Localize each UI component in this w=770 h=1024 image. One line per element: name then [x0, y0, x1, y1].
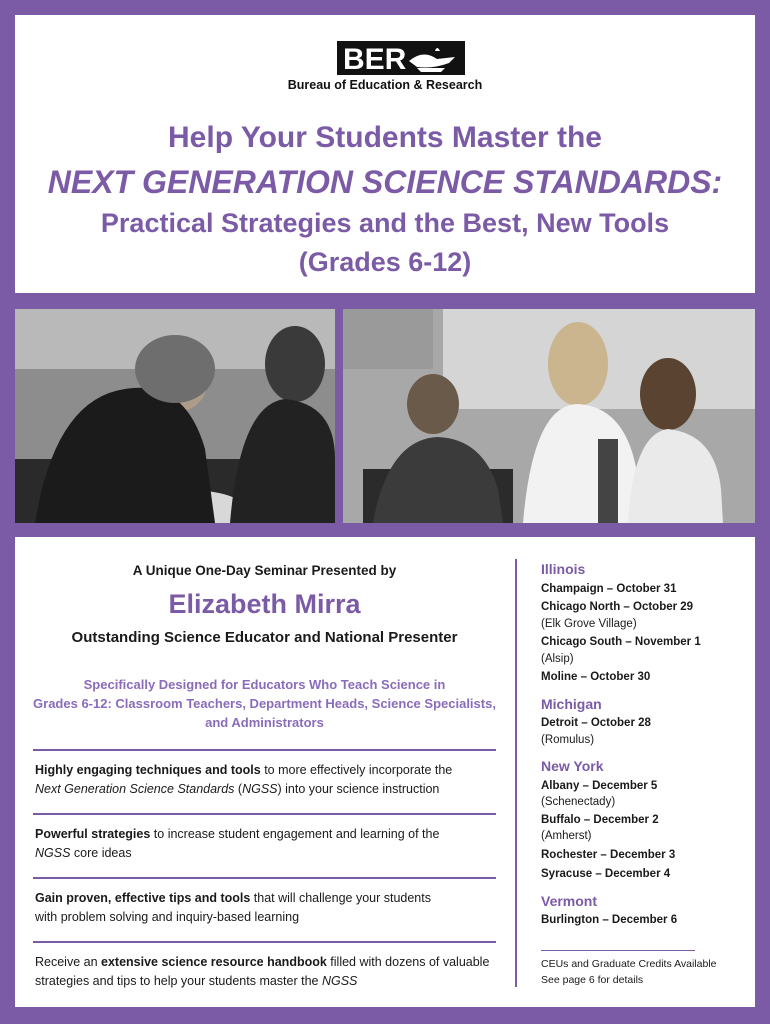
- location-date: Buffalo – December 2: [541, 814, 659, 826]
- state-heading-illinois: Illinois: [541, 561, 586, 577]
- state-heading-vermont: Vermont: [541, 893, 598, 909]
- benefit-text: to more effectively incorporate the: [260, 763, 453, 777]
- photo-strip: [15, 309, 755, 523]
- benefit-text: core ideas: [70, 846, 132, 860]
- benefit-item: [35, 889, 495, 927]
- location-date: Moline – October 30: [541, 671, 651, 683]
- students-photo-right: [343, 309, 755, 523]
- benefit-bold: Gain proven, effective tips and tools: [35, 891, 251, 905]
- benefit-italic: NGSS: [35, 846, 71, 860]
- location-date: Champaign – October 31: [541, 583, 677, 595]
- location-date: Rochester – December 3: [541, 849, 676, 861]
- location-venue: (Elk Grove Village): [541, 618, 637, 630]
- audience-line-1: Specifically Designed for Educators Who Teach Science in: [83, 677, 446, 692]
- divider: [33, 749, 496, 751]
- ber-lamp-logo: [337, 41, 465, 75]
- location-date: Chicago South – November 1: [541, 636, 701, 648]
- location-date: Albany – December 5: [541, 780, 658, 792]
- header-panel: [15, 15, 755, 293]
- divider: [33, 877, 496, 879]
- presenter-title: Outstanding Science Educator and National Presenter: [71, 629, 458, 646]
- benefit-item: [35, 761, 495, 799]
- location-date: Syracuse – December 4: [541, 868, 671, 880]
- divider: [33, 813, 496, 815]
- benefit-text: Receive an: [35, 955, 102, 969]
- presented-by: A Unique One-Day Seminar Presented by: [132, 563, 397, 578]
- details-panel: [15, 537, 755, 1007]
- credits-note: CEUs and Graduate Credits Available: [541, 958, 717, 970]
- location-venue: (Amherst): [541, 830, 592, 842]
- benefit-text: ) into your science instruction: [277, 782, 440, 796]
- location-venue: (Schenectady): [541, 796, 616, 808]
- audience-line-2: Grades 6-12: Classroom Teachers, Department Heads, Science Specialists,: [33, 696, 496, 711]
- benefit-bold: Highly engaging techniques and tools: [35, 763, 261, 777]
- divider: [33, 941, 496, 943]
- benefit-text: filled with dozens of valuable: [326, 955, 490, 969]
- students-photo-left: [15, 309, 335, 523]
- state-heading-new-york: New York: [541, 758, 604, 774]
- benefit-bold: Powerful strategies: [35, 827, 151, 841]
- benefit-text: to increase student engagement and learning of the: [150, 827, 440, 841]
- title-line-2: NEXT GENERATION SCIENCE STANDARDS:: [47, 164, 723, 200]
- location-date: Chicago North – October 29: [541, 601, 694, 613]
- organization-name: Bureau of Education & Research: [287, 78, 483, 92]
- benefit-text: strategies and tips to help your students master the: [35, 974, 322, 988]
- title-line-1: Help Your Students Master the: [168, 121, 602, 154]
- benefit-italic: NGSS: [242, 782, 278, 796]
- benefit-text: that will challenge your students: [250, 891, 431, 905]
- audience-line-3: and Administrators: [205, 715, 324, 730]
- benefit-text: (: [234, 782, 243, 796]
- location-venue: (Alsip): [541, 653, 574, 665]
- column-divider: [515, 559, 517, 987]
- logo-mark: BER: [343, 43, 407, 75]
- location-date: Burlington – December 6: [541, 914, 678, 926]
- state-heading-michigan: Michigan: [541, 696, 602, 712]
- benefit-italic: Next Generation Science Standards: [35, 782, 235, 796]
- title-line-4: (Grades 6-12): [298, 247, 472, 277]
- presenter-name: Elizabeth Mirra: [168, 589, 361, 619]
- location-date: Detroit – October 28: [541, 717, 651, 729]
- title-line-3: Practical Strategies and the Best, New Tools: [100, 208, 670, 238]
- location-venue: (Romulus): [541, 734, 595, 746]
- benefit-italic: NGSS: [321, 974, 358, 988]
- benefit-bold: extensive science resource handbook: [101, 955, 327, 969]
- benefit-item: [35, 953, 495, 991]
- target-audience: [33, 675, 496, 732]
- benefit-item: [35, 825, 495, 863]
- credits-details: See page 6 for details: [541, 974, 644, 986]
- benefit-text: with problem solving and inquiry-based learning: [35, 910, 300, 924]
- credits-divider: [541, 950, 695, 951]
